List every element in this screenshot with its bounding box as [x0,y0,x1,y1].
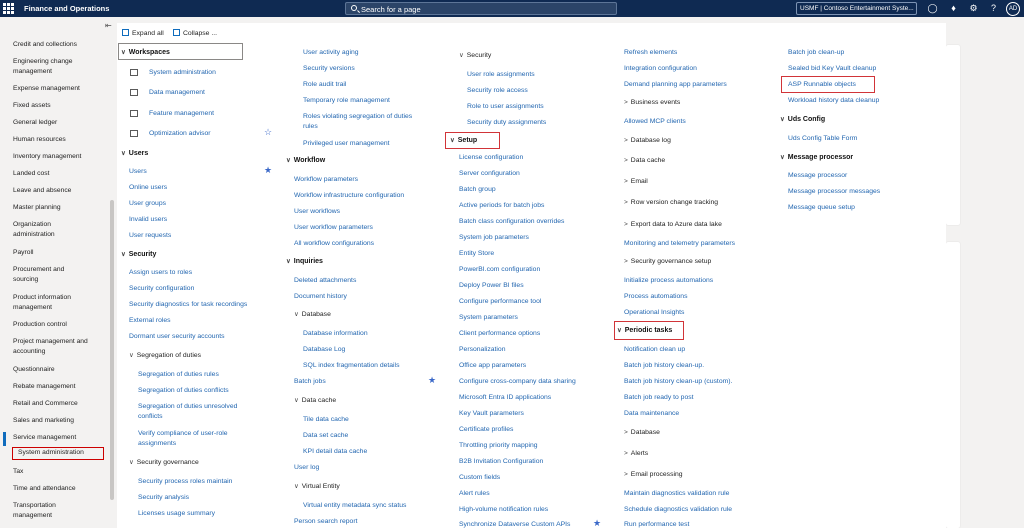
security-header[interactable]: ∨ Security [121,251,157,258]
menu-link[interactable]: KPI detail data cache [303,448,368,455]
data-cache-group[interactable]: ∨ Data cache [294,397,337,404]
menu-link[interactable]: Security process roles maintain [138,478,233,485]
expand-icon [122,29,129,36]
collapse-sidebar-icon[interactable]: ⇤ [105,21,112,30]
sidebar-item[interactable]: Sales and marketing [13,417,74,424]
search-placeholder: Search for a page [361,5,421,14]
waffle-icon[interactable] [3,3,14,14]
favorite-star-icon[interactable]: ★ [428,375,437,385]
workspace-link[interactable]: Data management [149,89,205,96]
sidebar-item[interactable]: Service management [13,434,77,441]
bell-icon[interactable]: ♦ [951,3,956,13]
menu-link[interactable]: Segregation of duties conflicts [138,387,229,394]
periodic-tasks-header[interactable]: ∨ Periodic tasks [617,327,673,334]
workspace-tile-icon [130,89,138,96]
sidebar-item[interactable]: management [13,304,53,311]
menu-link[interactable]: User workflow parameters [294,224,373,231]
menu-link[interactable]: Configure performance tool [459,298,542,305]
database-group[interactable]: ∨ Database [294,311,331,318]
menu-link[interactable]: Users [129,168,147,175]
group-label: Export data to Azure data lake [630,221,722,228]
group-label: Alerts [630,450,649,457]
menu-link[interactable]: Synchronize Dataverse Custom APIs [459,521,571,528]
favorite-star-icon[interactable]: ☆ [264,127,273,137]
sidebar-item[interactable]: accounting [13,348,46,355]
menu-link[interactable]: Security configuration [129,285,195,292]
sidebar-item[interactable]: Human resources [13,136,66,143]
menu-link[interactable]: System job parameters [459,234,529,241]
sidebar-item[interactable]: Expense management [13,85,80,92]
group-label: Security governance [136,459,199,466]
menu-link[interactable]: User activity aging [303,49,359,56]
security-governance-group[interactable]: ∨ Security governance [129,459,199,466]
message-processor-header[interactable]: ∨ Message processor [780,154,854,161]
menu-link[interactable]: Security diagnostics for task recordings [129,301,248,308]
menu-link[interactable]: Message processor messages [788,188,881,195]
menu-link[interactable]: Sealed bid Key Vault cleanup [788,65,877,72]
menu-link[interactable]: Microsoft Entra ID applications [459,394,552,401]
menu-link[interactable]: License configuration [459,154,524,161]
menu-link[interactable]: Roles violating segregation of duties [303,113,413,120]
menu-link[interactable]: Refresh elements [624,49,678,56]
background-card [946,242,960,528]
menu-link-continued[interactable]: rules [303,123,318,130]
menu-link[interactable]: Allowed MCP clients [624,118,686,125]
avatar[interactable]: AD [1006,2,1020,16]
top-bar [0,0,1024,17]
setup-header[interactable]: ∨ Setup [450,137,478,144]
menu-link[interactable]: Deleted attachments [294,277,357,284]
menu-link[interactable]: Dormant user security accounts [129,333,225,340]
menu-link[interactable]: Document history [294,293,347,300]
active-indicator [3,432,6,446]
group-label: Security governance setup [630,258,712,265]
email-processing-group[interactable]: > Email processing [624,471,683,478]
menu-link[interactable]: Configure cross-company data sharing [459,378,576,385]
menu-link[interactable]: User role assignments [467,71,535,78]
menu-link[interactable]: Data set cache [303,432,349,439]
menu-link[interactable]: User workflows [294,208,341,215]
search-input[interactable] [345,2,617,15]
lightbulb-icon[interactable]: ◯ [927,3,938,13]
menu-link[interactable]: Security role access [467,87,528,94]
menu-link[interactable]: Virtual entity metadata sync status [303,502,407,509]
sidebar-item[interactable]: Credit and collections [13,41,77,48]
sidebar-item-system-administration[interactable]: System administration [12,447,104,460]
inquiries-label: Inquiries [293,258,323,265]
menu-link[interactable]: Run performance test [624,521,690,528]
workflow-header[interactable]: ∨ Workflow [286,157,326,164]
expand-all-label: Expand all [132,30,164,37]
help-icon[interactable]: ? [990,3,996,13]
group-label: Row version change tracking [630,199,719,206]
menu-link[interactable]: Data maintenance [624,410,680,417]
sidebar-item[interactable]: management [13,68,53,75]
menu-link[interactable]: Process automations [624,293,688,300]
group-label: Segregation of duties [136,352,202,359]
menu-link[interactable]: High-volume notification rules [459,506,549,513]
company-picker[interactable]: USMF | Contoso Entertainment Syste... [796,2,917,15]
menu-link[interactable]: Message processor [788,172,848,179]
alerts-group[interactable]: > Alerts [624,450,649,457]
search-icon [351,5,357,11]
users-header[interactable]: ∨ Users [121,150,149,157]
segregation-duties-group[interactable]: ∨ Segregation of duties [129,352,202,359]
menu-link[interactable]: Tile data cache [303,416,349,423]
virtual-entity-group[interactable]: ∨ Virtual Entity [294,483,340,490]
group-label: Business events [630,99,681,106]
setup-label: Setup [457,137,478,144]
menu-link[interactable]: Role audit trail [303,81,347,88]
background-card [946,45,960,225]
email-group[interactable]: > Email [624,178,648,185]
menu-link[interactable]: Office app parameters [459,362,527,369]
menu-link[interactable]: Verify compliance of user-role [138,430,228,437]
menu-link[interactable]: SQL index fragmentation details [303,362,400,369]
sidebar-item[interactable]: Payroll [13,249,34,256]
menu-link[interactable]: Workflow infrastructure configuration [294,192,405,199]
sidebar-item[interactable]: Leave and absence [13,187,72,194]
group-label: Data cache [630,157,666,164]
group-label: Email [630,178,648,185]
workspace-tile-icon [130,69,138,76]
business-events-group[interactable]: > Business events [624,99,681,106]
sidebar-item[interactable]: Product information [13,294,71,301]
menu-link[interactable]: Entity Store [459,250,495,257]
message-processor-label: Message processor [787,154,854,161]
menu-link[interactable]: Security analysis [138,494,189,501]
menu-link-asp-runnable-objects[interactable]: ASP Runnable objects [788,81,856,88]
menu-link[interactable]: Uds Config Table Form [788,135,858,142]
menu-link-continued[interactable]: conflicts [138,413,163,420]
menu-link[interactable]: Licenses usage summary [138,510,216,517]
menu-link[interactable]: Batch job history clean-up (custom). [624,378,733,385]
sidebar-item[interactable]: Project management and [13,338,88,345]
workspaces-label: Workspaces [128,49,170,56]
uds-config-label: Uds Config [787,116,826,123]
sidebar-item[interactable]: Master planning [13,204,61,211]
sidebar-item[interactable]: management [13,512,53,519]
menu-link[interactable]: Workload history data cleanup [788,97,880,104]
sidebar-item[interactable]: Inventory management [13,153,82,160]
gear-icon[interactable]: ⚙ [969,3,978,13]
periodic-tasks-label: Periodic tasks [624,327,673,334]
background-workspace [946,17,1024,528]
security-group[interactable]: ∨ Security [459,52,492,59]
group-label: Security [466,52,492,59]
menu-link[interactable]: User log [294,464,320,471]
menu-link[interactable]: External roles [129,317,171,324]
menu-link[interactable]: Initialize process automations [624,277,714,284]
menu-link[interactable]: Person search report [294,518,358,525]
security-label: Security [128,251,157,258]
menu-link[interactable]: Personalization [459,346,506,353]
menu-link[interactable]: Batch class configuration overrides [459,218,565,225]
menu-link[interactable]: Throttling priority mapping [459,442,538,449]
menu-link[interactable]: Privileged user management [303,140,390,147]
database-log-group[interactable]: > Database log [624,137,671,144]
menu-link[interactable]: Key Vault parameters [459,410,524,417]
menu-link[interactable]: Role to user assignments [467,103,544,110]
menu-link[interactable]: Operational Insights [624,309,685,316]
favorite-star-icon[interactable]: ★ [264,165,273,175]
database-group[interactable]: > Database [624,429,660,436]
menu-link[interactable]: Maintain diagnostics validation rule [624,490,730,497]
sidebar-scrollbar[interactable] [110,200,114,500]
workspace-link[interactable]: Optimization advisor [149,130,211,137]
menu-link[interactable]: Server configuration [459,170,520,177]
menu-link[interactable]: Batch job clean-up [788,49,845,56]
expand-all-button[interactable] [122,29,164,37]
sidebar-item[interactable]: Time and attendance [13,485,76,492]
menu-link[interactable]: Integration configuration [624,65,697,72]
export-azure-group[interactable]: > Export data to Azure data lake [624,221,722,228]
menu-link[interactable]: Invalid users [129,216,168,223]
workspaces-header[interactable]: ∨ Workspaces [121,49,170,56]
menu-link[interactable]: Schedule diagnostics validation rule [624,506,733,513]
menu-link[interactable]: All workflow configurations [294,240,375,247]
menu-link[interactable]: Certificate profiles [459,426,514,433]
menu-link[interactable]: Segregation of duties rules [138,371,219,378]
menu-link[interactable]: Client performance options [459,330,541,337]
menu-link[interactable]: Batch group [459,186,496,193]
menu-link[interactable]: Notification clean up [624,346,686,353]
menu-link[interactable]: User groups [129,200,167,207]
menu-link[interactable]: Batch jobs [294,378,326,385]
row-version-group[interactable]: > Row version change tracking [624,199,719,206]
sidebar-item[interactable]: Organization [13,221,51,228]
menu-link[interactable]: Security versions [303,65,355,72]
group-label: Database log [630,137,671,144]
menu-link[interactable]: Workflow parameters [294,176,359,183]
sidebar-item[interactable]: sourcing [13,276,39,283]
menu-link[interactable]: Database information [303,330,368,337]
menu-link[interactable]: Demand planning app parameters [624,81,727,88]
menu-link[interactable]: Batch job ready to post [624,394,694,401]
menu-link[interactable]: Temporary role management [303,97,390,104]
sidebar-item[interactable]: Rebate management [13,383,76,390]
group-label: Database [630,429,660,436]
menu-link[interactable]: Batch job history clean-up. [624,362,705,369]
workflow-label: Workflow [293,157,326,164]
data-cache-group[interactable]: > Data cache [624,157,666,164]
security-governance-setup-group[interactable]: > Security governance setup [624,258,712,265]
favorite-star-icon[interactable]: ★ [593,518,602,528]
group-label: Database [301,311,331,318]
sidebar-item[interactable]: administration [13,231,55,238]
menu-link[interactable]: Active periods for batch jobs [459,202,545,209]
app-title[interactable]: Finance and Operations [24,4,110,13]
menu-link[interactable]: B2B Invitation Configuration [459,458,544,465]
sidebar-item[interactable]: General ledger [13,119,58,126]
sidebar-item[interactable]: Transportation [13,502,56,509]
collapse-icon [173,29,180,36]
workspace-link[interactable]: System administration [149,69,216,76]
menu-link[interactable]: User requests [129,232,172,239]
workspace-tile-icon [130,130,138,137]
menu-link[interactable]: Database Log [303,346,346,353]
menu-link[interactable]: Custom fields [459,474,501,481]
sidebar-item[interactable]: Engineering change [13,58,73,65]
menu-link[interactable]: Alert rules [459,490,490,497]
menu-link-continued[interactable]: assignments [138,440,177,447]
menu-link[interactable]: Monitoring and telemetry parameters [624,240,736,247]
workspace-tile-icon [130,110,138,117]
sidebar-item[interactable]: Landed cost [13,170,50,177]
uds-config-header[interactable]: ∨ Uds Config [780,116,826,123]
sidebar-item[interactable]: Procurement and [13,266,65,273]
menu-link[interactable]: Security duty assignments [467,119,547,126]
menu-link[interactable]: Online users [129,184,168,191]
collapse-button[interactable] [173,29,217,37]
users-label: Users [128,150,149,157]
menu-link[interactable]: Segregation of duties unresolved [138,403,238,410]
workspace-link[interactable]: Feature management [149,110,214,117]
inquiries-header[interactable]: ∨ Inquiries [286,258,323,265]
menu-link[interactable]: Assign users to roles [129,269,193,276]
sidebar-item[interactable]: Retail and Commerce [13,400,78,407]
sidebar-item[interactable]: Tax [13,468,24,475]
sidebar-item[interactable]: Fixed assets [13,102,51,109]
menu-link[interactable]: PowerBI.com configuration [459,266,541,273]
menu-link[interactable]: System parameters [459,314,518,321]
menu-link[interactable]: Deploy Power BI files [459,282,524,289]
group-label: Virtual Entity [301,483,340,490]
collapse-label: Collapse ... [183,30,218,37]
group-label: Data cache [301,397,337,404]
menu-link[interactable]: Message queue setup [788,204,855,211]
group-label: Email processing [630,471,683,478]
sidebar-item[interactable]: Production control [13,321,67,328]
sidebar-item[interactable]: Questionnaire [13,366,55,373]
